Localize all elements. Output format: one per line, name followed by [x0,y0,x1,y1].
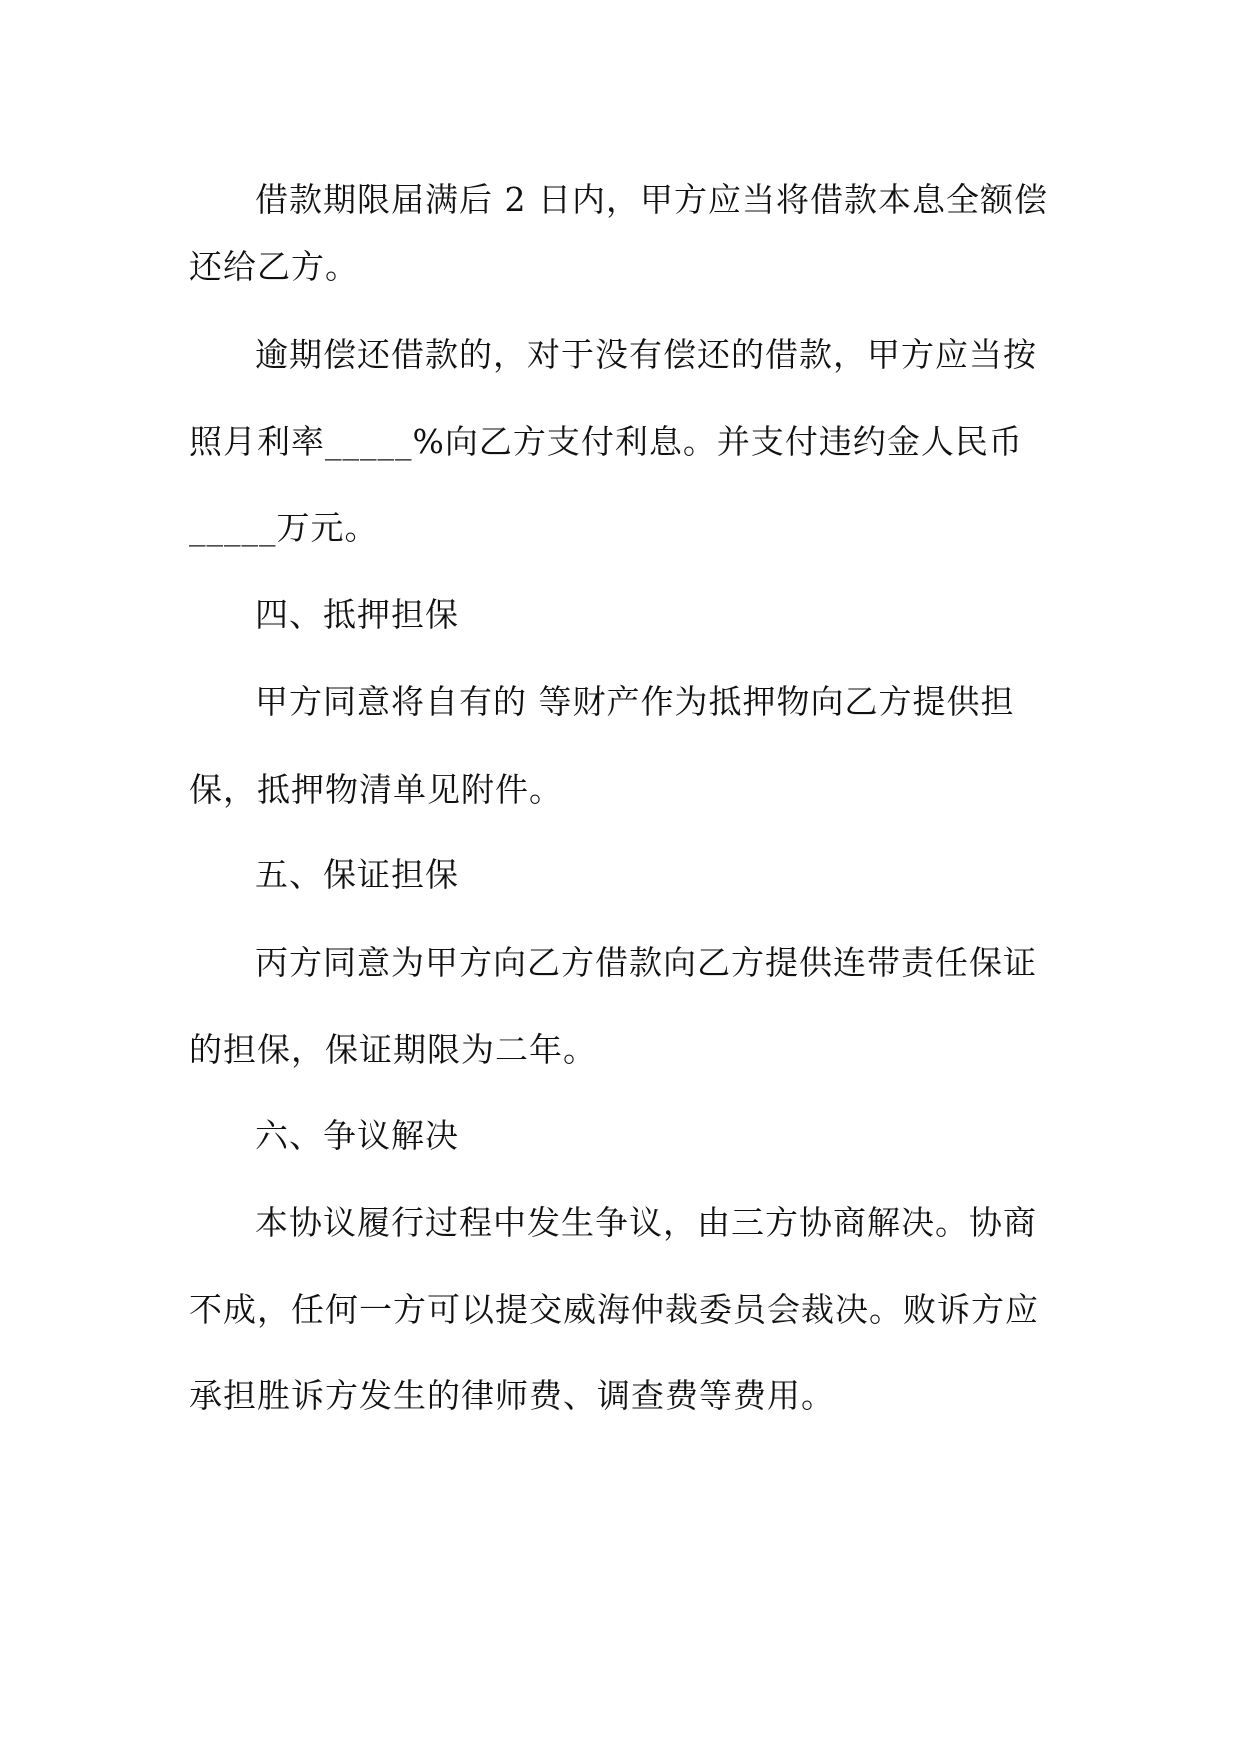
text-line: 本协议履行过程中发生争议，由三方协商解决。协商 [255,1203,1037,1242]
text-line: 的担保，保证期限为二年。 [189,1030,597,1069]
section-heading: 六、争议解决 [255,1116,459,1155]
section-heading: 四、抵押担保 [255,595,459,634]
text-line: 不成，任何一方可以提交威海仲裁委员会裁决。败诉方应 [189,1290,1039,1329]
text-line: 借款期限届满后 2 日内，甲方应当将借款本息全额偿 [255,180,1048,219]
text-line: 照月利率_____%向乙方支付利息。并支付违约金人民币 [189,422,1023,461]
text-line: 保，抵押物清单见附件。 [189,770,563,809]
text-line: 甲方同意将自有的 等财产作为抵押物向乙方提供担 [255,682,1015,721]
text-line: 还给乙方。 [189,247,359,286]
section-heading: 五、保证担保 [255,855,459,894]
text-line: _____万元。 [189,508,379,547]
text-line: 逾期偿还借款的，对于没有偿还的借款，甲方应当按 [255,335,1037,374]
text-line: 丙方同意为甲方向乙方借款向乙方提供连带责任保证 [255,943,1037,982]
text-line: 承担胜诉方发生的律师费、调查费等费用。 [189,1376,835,1415]
